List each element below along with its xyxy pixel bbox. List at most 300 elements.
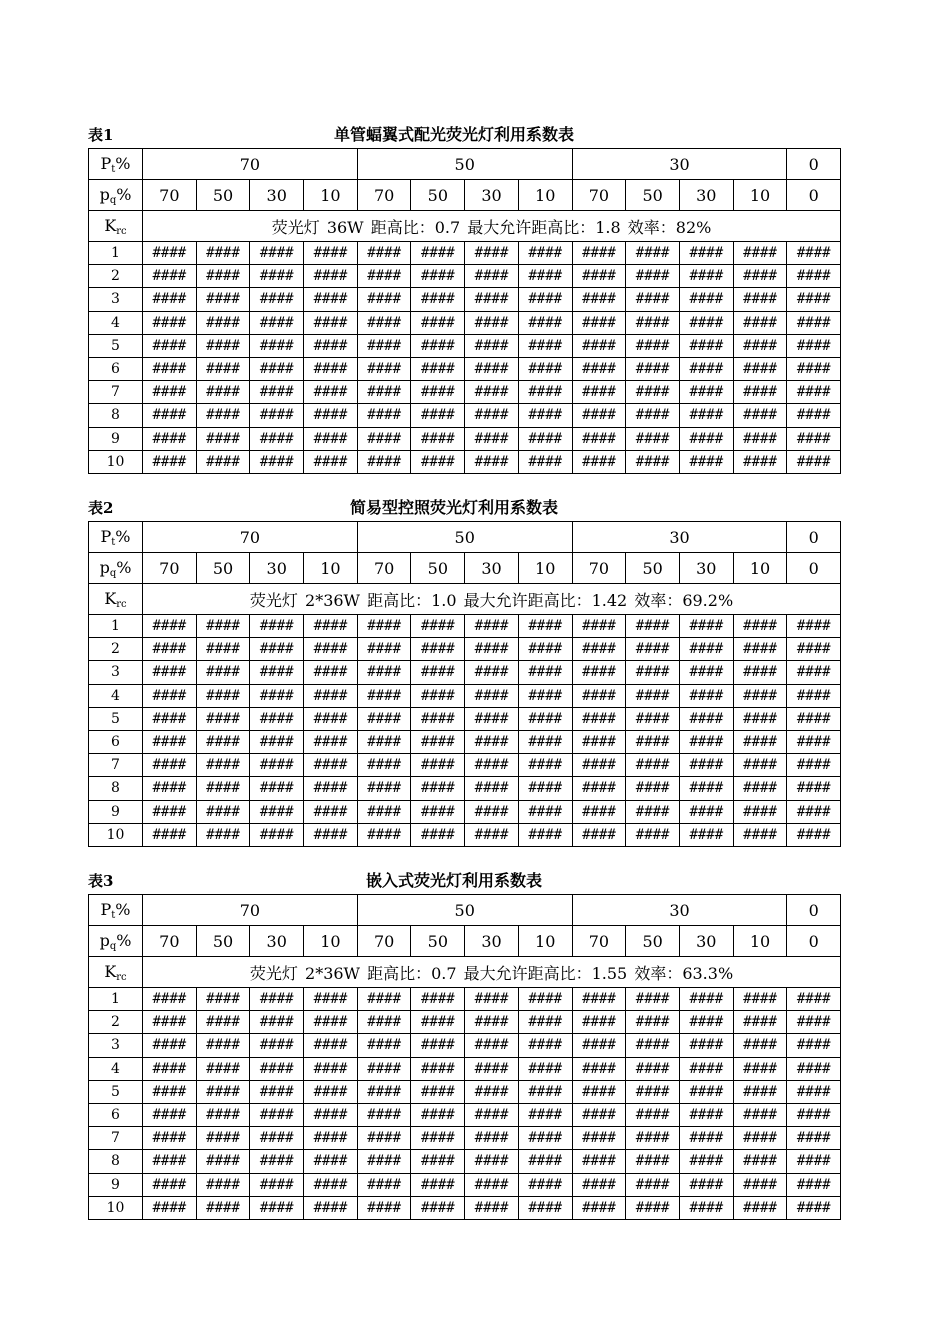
coefficient-cell: #### [143,823,197,846]
luminaire-info: 荧光灯 2*36W 距高比：1.0 最大允许距高比：1.42 效率：69.2% [143,584,841,615]
ceiling-reflectance-value: 50 [357,522,572,553]
coefficient-cell: #### [572,265,626,288]
coefficient-cell: #### [250,707,304,730]
coefficient-cell: #### [518,381,572,404]
coefficient-cell: #### [518,1034,572,1057]
coefficient-cell: #### [411,684,465,707]
coefficient-cell: #### [143,311,197,334]
table-row [89,265,841,288]
symbol: K [104,961,117,981]
coefficient-cell: #### [304,1173,358,1196]
wall-reflectance-row [89,926,841,957]
subscript: t [111,163,116,175]
table-row [89,684,841,707]
wall-reflectance-value: 70 [572,553,626,584]
table-title: 嵌入式荧光灯利用系数表 [365,871,542,890]
coefficient-cell: #### [733,707,787,730]
coefficient-cell: #### [787,707,841,730]
coefficient-cell: #### [679,1057,733,1080]
coefficient-cell: #### [733,1173,787,1196]
table-row [89,707,841,730]
coefficient-cell: #### [465,1057,519,1080]
room-cavity-ratio: 10 [89,450,143,473]
coefficient-cell: #### [679,615,733,638]
symbol: K [104,588,117,608]
coefficient-cell: #### [304,730,358,753]
coefficient-cell: #### [465,357,519,380]
coefficient-cell: #### [250,823,304,846]
table-row [89,450,841,473]
ceiling-reflectance-row [89,522,841,553]
coefficient-cell: #### [411,1173,465,1196]
coefficient-cell: #### [357,381,411,404]
coefficient-cell: #### [411,754,465,777]
coefficient-cell: #### [626,684,680,707]
coefficient-cell: #### [572,615,626,638]
table-caption [88,124,840,148]
coefficient-cell: #### [518,242,572,265]
coefficient-cell: #### [250,1011,304,1034]
room-cavity-ratio: 8 [89,777,143,800]
coefficient-cell: #### [250,1150,304,1173]
coefficient-cell: #### [304,1057,358,1080]
coefficient-cell: #### [196,1127,250,1150]
coefficient-cell: #### [357,707,411,730]
coefficient-cell: #### [679,754,733,777]
room-cavity-ratio: 1 [89,615,143,638]
coefficient-cell: #### [518,988,572,1011]
coefficient-cell: #### [733,265,787,288]
coefficient-cell: #### [304,823,358,846]
coefficient-cell: #### [357,1196,411,1219]
table-number: 表3 [88,872,114,890]
coefficient-cell: #### [465,1173,519,1196]
coefficient-cell: #### [304,1103,358,1126]
coefficient-cell: #### [787,381,841,404]
table-row [89,1011,841,1034]
coefficient-cell: #### [357,661,411,684]
coefficient-cell: #### [196,777,250,800]
unit: % [116,184,132,204]
coefficient-cell: #### [679,265,733,288]
coefficient-cell: #### [572,1127,626,1150]
ceiling-reflectance-value: 50 [357,895,572,926]
coefficient-cell: #### [196,1011,250,1034]
wall-reflectance-value: 30 [679,180,733,211]
luminaire-info: 荧光灯 2*36W 距高比：0.7 最大允许距高比：1.55 效率：63.3% [143,957,841,988]
coefficient-cell: #### [304,242,358,265]
coefficient-cell: #### [787,1080,841,1103]
coefficient-cell: #### [626,823,680,846]
coefficient-cell: #### [465,823,519,846]
coefficient-cell: #### [250,450,304,473]
coefficient-cell: #### [679,1150,733,1173]
coefficient-cell: #### [143,1034,197,1057]
coefficient-cell: #### [465,1080,519,1103]
coefficient-cell: #### [196,1103,250,1126]
coefficient-cell: #### [250,265,304,288]
coefficient-cell: #### [250,638,304,661]
coefficient-cell: #### [572,1034,626,1057]
luminaire-info: 荧光灯 36W 距高比：0.7 最大允许距高比：1.8 效率：82% [143,211,841,242]
wall-reflectance-value: 10 [733,553,787,584]
room-cavity-ratio: 4 [89,684,143,707]
coefficient-cell: #### [465,450,519,473]
coefficient-cell: #### [196,615,250,638]
coefficient-cell: #### [196,1057,250,1080]
coefficient-cell: #### [572,661,626,684]
coefficient-cell: #### [626,242,680,265]
coefficient-cell: #### [679,381,733,404]
coefficient-cell: #### [626,1011,680,1034]
coefficient-cell: #### [518,707,572,730]
room-cavity-ratio: 5 [89,1080,143,1103]
coefficient-cell: #### [250,777,304,800]
ceiling-reflectance-value: 70 [143,522,358,553]
coefficient-cell: #### [411,1034,465,1057]
coefficient-cell: #### [143,334,197,357]
coefficient-cell: #### [143,1103,197,1126]
room-cavity-ratio: 3 [89,1034,143,1057]
coefficient-cell: #### [733,1011,787,1034]
coefficient-cell: #### [518,1103,572,1126]
coefficient-cell: #### [250,334,304,357]
coefficient-cell: #### [411,311,465,334]
coefficient-cell: #### [465,730,519,753]
coefficient-cell: #### [250,242,304,265]
coefficient-cell: #### [679,1127,733,1150]
coefficient-cell: #### [304,754,358,777]
subscript: t [111,909,116,921]
coefficient-cell: #### [411,381,465,404]
coefficient-cell: #### [357,1127,411,1150]
coefficient-cell: #### [465,1150,519,1173]
luminaire-info-row [89,957,841,988]
coefficient-cell: #### [250,988,304,1011]
coefficient-cell: #### [787,754,841,777]
coefficient-cell: #### [465,661,519,684]
unit: % [115,899,131,919]
coefficient-cell: #### [411,777,465,800]
coefficient-cell: #### [572,242,626,265]
coefficient-cell: #### [626,707,680,730]
symbol: P [100,899,112,919]
coefficient-cell: #### [357,450,411,473]
coefficient-cell: #### [572,823,626,846]
coefficient-cell: #### [733,311,787,334]
coefficient-cell: #### [304,707,358,730]
wall-reflectance-value: 10 [733,180,787,211]
coefficient-cell: #### [626,1034,680,1057]
coefficient-cell: #### [411,404,465,427]
coefficient-cell: #### [143,1057,197,1080]
coefficient-cell: #### [679,288,733,311]
ceiling-reflectance-value: 0 [787,149,841,180]
coefficient-cell: #### [411,1127,465,1150]
coefficient-cell: #### [196,707,250,730]
coefficient-cell: #### [304,381,358,404]
coefficient-cell: #### [411,334,465,357]
room-cavity-ratio-header [89,957,143,988]
coefficient-cell: #### [733,427,787,450]
coefficient-table-block [88,497,840,847]
coefficient-cell: #### [518,638,572,661]
coefficient-cell: #### [196,638,250,661]
coefficient-cell: #### [143,288,197,311]
coefficient-cell: #### [572,684,626,707]
coefficient-cell: #### [143,404,197,427]
coefficient-cell: #### [465,1196,519,1219]
coefficient-cell: #### [626,265,680,288]
table-row [89,1150,841,1173]
coefficient-table-block [88,870,840,1220]
coefficient-cell: #### [357,1034,411,1057]
coefficient-cell: #### [357,1103,411,1126]
coefficient-cell: #### [518,615,572,638]
table-row [89,754,841,777]
coefficient-cell: #### [572,450,626,473]
coefficient-cell: #### [572,1057,626,1080]
coefficient-cell: #### [357,404,411,427]
coefficient-cell: #### [304,265,358,288]
coefficient-cell: #### [143,1150,197,1173]
coefficient-cell: #### [679,427,733,450]
wall-reflectance-value: 70 [143,180,197,211]
coefficient-cell: #### [572,1196,626,1219]
table-row [89,777,841,800]
coefficient-cell: #### [679,242,733,265]
coefficient-cell: #### [787,823,841,846]
coefficient-cell: #### [733,615,787,638]
coefficient-cell: #### [518,265,572,288]
coefficient-cell: #### [572,381,626,404]
wall-reflectance-value: 70 [357,926,411,957]
luminaire-info-row [89,584,841,615]
room-cavity-ratio: 7 [89,754,143,777]
coefficient-cell: #### [626,638,680,661]
coefficient-cell: #### [465,1127,519,1150]
wall-reflectance-value: 50 [196,553,250,584]
coefficient-cell: #### [572,707,626,730]
coefficient-cell: #### [250,288,304,311]
coefficient-cell: #### [787,684,841,707]
coefficient-cell: #### [250,1196,304,1219]
coefficient-cell: #### [143,730,197,753]
coefficient-cell: #### [733,288,787,311]
wall-reflectance-value: 30 [679,926,733,957]
wall-reflectance-value: 10 [304,553,358,584]
coefficient-cell: #### [411,1196,465,1219]
wall-reflectance-value: 10 [733,926,787,957]
coefficient-cell: #### [411,661,465,684]
coefficient-cell: #### [626,988,680,1011]
room-cavity-ratio: 1 [89,988,143,1011]
room-cavity-ratio: 3 [89,288,143,311]
subscript: rc [116,971,127,983]
coefficient-cell: #### [411,1057,465,1080]
coefficient-cell: #### [357,1011,411,1034]
coefficient-cell: #### [411,1080,465,1103]
table-row [89,427,841,450]
coefficient-cell: #### [465,265,519,288]
coefficient-cell: #### [572,404,626,427]
coefficient-cell: #### [196,684,250,707]
wall-reflectance-header [89,926,143,957]
coefficient-cell: #### [733,800,787,823]
subscript: rc [116,598,127,610]
wall-reflectance-row [89,553,841,584]
coefficient-cell: #### [196,265,250,288]
coefficient-cell: #### [733,638,787,661]
ceiling-reflectance-header [89,895,143,926]
coefficient-cell: #### [411,730,465,753]
coefficient-cell: #### [733,1103,787,1126]
room-cavity-ratio-header [89,211,143,242]
coefficient-cell: #### [679,638,733,661]
coefficient-cell: #### [250,1057,304,1080]
coefficient-cell: #### [250,1080,304,1103]
coefficient-cell: #### [626,661,680,684]
coefficient-cell: #### [733,404,787,427]
room-cavity-ratio: 8 [89,1150,143,1173]
coefficient-cell: #### [196,730,250,753]
coefficient-cell: #### [787,988,841,1011]
coefficient-cell: #### [518,311,572,334]
room-cavity-ratio: 9 [89,1173,143,1196]
coefficient-table [88,148,841,474]
wall-reflectance-value: 30 [465,180,519,211]
coefficient-cell: #### [143,450,197,473]
coefficient-cell: #### [626,1127,680,1150]
room-cavity-ratio: 9 [89,427,143,450]
coefficient-cell: #### [411,638,465,661]
table-row [89,357,841,380]
coefficient-cell: #### [572,988,626,1011]
coefficient-cell: #### [411,1150,465,1173]
coefficient-cell: #### [626,288,680,311]
wall-reflectance-value: 30 [250,553,304,584]
ceiling-reflectance-row [89,149,841,180]
table-row [89,615,841,638]
room-cavity-ratio: 1 [89,242,143,265]
coefficient-cell: #### [196,800,250,823]
coefficient-cell: #### [787,777,841,800]
coefficient-cell: #### [304,1127,358,1150]
coefficient-cell: #### [518,450,572,473]
coefficient-cell: #### [787,615,841,638]
coefficient-cell: #### [196,311,250,334]
coefficient-cell: #### [357,334,411,357]
coefficient-cell: #### [304,311,358,334]
coefficient-cell: #### [679,1173,733,1196]
coefficient-cell: #### [572,427,626,450]
ceiling-reflectance-value: 70 [143,895,358,926]
coefficient-cell: #### [304,288,358,311]
ceiling-reflectance-header [89,149,143,180]
coefficient-cell: #### [572,1173,626,1196]
coefficient-cell: #### [411,707,465,730]
coefficient-cell: #### [787,730,841,753]
coefficient-cell: #### [196,1080,250,1103]
table-row [89,988,841,1011]
coefficient-cell: #### [143,427,197,450]
ceiling-reflectance-value: 70 [143,149,358,180]
coefficient-cell: #### [143,684,197,707]
symbol: P [100,153,112,173]
coefficient-cell: #### [304,988,358,1011]
coefficient-cell: #### [196,988,250,1011]
coefficient-cell: #### [357,988,411,1011]
coefficient-cell: #### [143,1127,197,1150]
coefficient-cell: #### [250,754,304,777]
table-title: 单管蝠翼式配光荧光灯利用系数表 [333,125,574,144]
wall-reflectance-value: 30 [250,926,304,957]
coefficient-cell: #### [679,357,733,380]
wall-reflectance-value: 50 [626,553,680,584]
coefficient-cell: #### [787,1011,841,1034]
coefficient-cell: #### [196,754,250,777]
coefficient-cell: #### [679,1196,733,1219]
coefficient-cell: #### [250,427,304,450]
coefficient-cell: #### [626,404,680,427]
symbol: P [100,526,112,546]
coefficient-cell: #### [626,1057,680,1080]
subscript: rc [116,225,127,237]
coefficient-cell: #### [196,288,250,311]
ceiling-reflectance-value: 30 [572,149,787,180]
coefficient-cell: #### [626,1150,680,1173]
coefficient-cell: #### [143,754,197,777]
coefficient-cell: #### [357,288,411,311]
coefficient-cell: #### [572,1080,626,1103]
coefficient-cell: #### [626,357,680,380]
coefficient-cell: #### [518,1150,572,1173]
table-row [89,288,841,311]
coefficient-cell: #### [679,777,733,800]
coefficient-cell: #### [143,988,197,1011]
coefficient-cell: #### [733,357,787,380]
table-row [89,404,841,427]
coefficient-cell: #### [250,381,304,404]
coefficient-cell: #### [787,1127,841,1150]
coefficient-cell: #### [787,638,841,661]
coefficient-cell: #### [733,334,787,357]
coefficient-cell: #### [518,1173,572,1196]
coefficient-cell: #### [787,1173,841,1196]
ceiling-reflectance-value: 0 [787,522,841,553]
coefficient-cell: #### [518,1011,572,1034]
wall-reflectance-header [89,180,143,211]
coefficient-cell: #### [626,1103,680,1126]
table-row [89,242,841,265]
coefficient-cell: #### [250,1127,304,1150]
coefficient-cell: #### [465,288,519,311]
coefficient-cell: #### [304,427,358,450]
coefficient-cell: #### [357,754,411,777]
wall-reflectance-value: 10 [518,180,572,211]
coefficient-cell: #### [304,684,358,707]
coefficient-cell: #### [250,311,304,334]
coefficient-cell: #### [518,427,572,450]
coefficient-cell: #### [411,450,465,473]
table-row [89,1196,841,1219]
coefficient-cell: #### [572,334,626,357]
room-cavity-ratio: 6 [89,1103,143,1126]
coefficient-cell: #### [357,427,411,450]
room-cavity-ratio: 5 [89,334,143,357]
unit: % [116,557,132,577]
coefficient-cell: #### [304,450,358,473]
